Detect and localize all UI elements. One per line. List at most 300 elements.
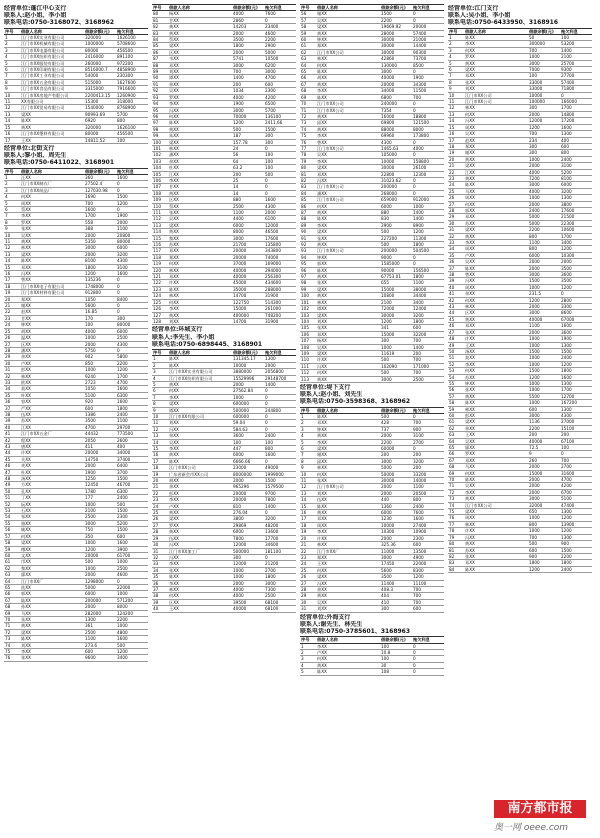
table-cell: 卢XX xyxy=(168,503,232,509)
table-cell: 梁XX xyxy=(316,229,380,235)
table-cell: 93 xyxy=(152,94,168,100)
table-cell: 48200 xyxy=(264,522,296,528)
table-cell: 0 xyxy=(412,261,444,267)
table-cell: 2200 xyxy=(528,425,560,431)
table-cell: 黄XX xyxy=(464,60,528,66)
table-cell: 100 xyxy=(84,322,116,328)
table-cell: 119 xyxy=(152,261,168,267)
table-cell: 马XX xyxy=(20,610,84,616)
table-cell: 17 xyxy=(300,516,316,522)
table-cell: 1100 xyxy=(116,418,148,424)
table-cell: 梁XX xyxy=(464,227,528,233)
table-cell: 0 xyxy=(116,187,148,193)
loan-table xyxy=(300,407,444,613)
table-cell: 500 xyxy=(232,126,264,132)
table-cell: 56 xyxy=(300,11,316,17)
table-cell: 74 xyxy=(300,126,316,132)
table-cell: 陈XX xyxy=(168,356,232,362)
table-cell: 江门市XX公司 xyxy=(316,107,380,113)
table-cell: 42860 xyxy=(380,56,412,62)
table-cell: 江门市XX公司 xyxy=(464,92,528,98)
table-cell: 261000 xyxy=(264,306,296,312)
table-cell: 黄XX xyxy=(316,81,380,87)
table-cell: 19 xyxy=(4,290,20,296)
table-cell: 苏XX xyxy=(168,242,232,248)
table-cell: 7 xyxy=(448,73,464,79)
table-cell: 石XX xyxy=(20,508,84,514)
table-cell: 汤XX xyxy=(464,348,528,354)
table-cell: 360 xyxy=(84,174,116,180)
table-cell: 江门市XX工业有限公司 xyxy=(20,73,84,79)
table-cell: 500 xyxy=(116,501,148,507)
table-cell: 陈XX xyxy=(168,574,232,580)
table-cell: 64 xyxy=(232,158,264,164)
table-cell: 1200 xyxy=(84,546,116,552)
table-cell: 15 xyxy=(300,503,316,509)
table-cell: 曾XX xyxy=(20,277,84,283)
table-cell: 15000 xyxy=(380,286,412,292)
table-cell: 梁XX xyxy=(316,286,380,292)
table-cell: 李XX xyxy=(168,394,232,400)
table-cell: 62 xyxy=(4,565,20,571)
table-cell: 2400 xyxy=(116,411,148,417)
table-cell: 张XX xyxy=(316,235,380,241)
table-cell: 7800 xyxy=(264,497,296,503)
table-cell: 0 xyxy=(264,413,296,419)
table-cell: 748200 xyxy=(264,312,296,318)
table-cell: 4000 xyxy=(412,145,444,151)
table-cell: 106 xyxy=(300,331,316,337)
table-cell: 5350 xyxy=(84,239,116,245)
table-cell: 64 xyxy=(4,578,20,584)
table-cell: 1000 xyxy=(232,394,264,400)
table-cell: 1300 xyxy=(560,195,592,201)
table-cell: 江门市XX公司 xyxy=(316,197,380,203)
table-cell: 2000 xyxy=(528,329,560,335)
table-cell: 4000 xyxy=(84,328,116,334)
table-cell: 31 xyxy=(448,227,464,233)
table-cell: 43 xyxy=(448,304,464,310)
table-cell: 59 xyxy=(300,30,316,36)
table-cell: 90 xyxy=(300,229,316,235)
table-cell: 35 xyxy=(152,574,168,580)
table-cell: 52 xyxy=(4,501,20,507)
table-cell: 王XX xyxy=(464,342,528,348)
table-cell: 江门市XX机械有限公司 xyxy=(20,41,84,47)
table-cell: 14700 xyxy=(232,293,264,299)
table-cell: 3100 xyxy=(560,163,592,169)
table-cell: 冯XX xyxy=(464,118,528,124)
column-header: 借款余额(元) xyxy=(84,28,116,34)
column-header: 借款人名称 xyxy=(316,637,380,643)
table-cell: 李XX xyxy=(168,580,232,586)
table-cell: 1600 xyxy=(560,374,592,380)
table-cell: 2300 xyxy=(412,535,444,541)
table-cell: 2500 xyxy=(264,593,296,599)
table-cell: 31900 xyxy=(264,318,296,324)
table-cell: 1100 xyxy=(412,484,444,490)
table-cell: 17700 xyxy=(264,535,296,541)
table-cell: 刘XX xyxy=(464,86,528,92)
table-cell: 3000 xyxy=(264,580,296,586)
table-cell: 周XX xyxy=(464,515,528,521)
table-cell: 林XX xyxy=(168,145,232,151)
table-cell: 刘XX xyxy=(316,606,380,612)
table-cell: 30 xyxy=(448,220,464,226)
table-cell: 32200 xyxy=(412,331,444,337)
table-cell: 吴XX xyxy=(168,216,232,222)
table-cell: 3000 xyxy=(528,182,560,188)
table-cell: 54 xyxy=(448,374,464,380)
table-cell: 何XX xyxy=(316,471,380,477)
table-cell: 200 xyxy=(528,432,560,438)
table-cell: 1000 xyxy=(380,344,412,350)
table-cell: 3000 xyxy=(528,310,560,316)
table-cell: 吴XX xyxy=(464,259,528,265)
table-cell: 44 xyxy=(4,450,20,456)
table-cell: 57 xyxy=(300,17,316,23)
table-cell: 1 xyxy=(4,35,20,41)
table-cell: 3500 xyxy=(380,574,412,580)
table-cell: 55 xyxy=(448,380,464,386)
table-cell: 500 xyxy=(380,229,412,235)
table-cell: 1400 xyxy=(232,75,264,81)
table-cell: 63 xyxy=(300,56,316,62)
table-cell: 20 xyxy=(152,478,168,484)
table-cell: 严XX xyxy=(20,405,84,411)
table-cell: 曾XX xyxy=(464,272,528,278)
table-cell: 50000 xyxy=(380,471,412,477)
table-cell: 0 xyxy=(412,152,444,158)
section-contact: 联系人:黎小姐、周先生 xyxy=(4,152,67,160)
table-cell: 40000 xyxy=(232,606,264,612)
table-cell: 17600 xyxy=(264,235,296,241)
table-cell: 2000 xyxy=(84,604,116,610)
table-cell: 108 xyxy=(300,344,316,350)
table-cell: 13500 xyxy=(412,548,444,554)
table-cell: 罗XX xyxy=(464,451,528,457)
table-cell: 0 xyxy=(116,309,148,315)
table-cell: 陈XX xyxy=(464,400,528,406)
table-cell: 1585000 xyxy=(380,261,412,267)
table-cell: 黄XX xyxy=(168,381,232,387)
table-cell: 19 xyxy=(300,529,316,535)
table-cell: 800 xyxy=(412,497,444,503)
table-cell: 1386 xyxy=(84,411,116,417)
table-cell: 江门市XX实业有限公司 xyxy=(20,35,84,41)
table-cell: 27400 xyxy=(412,522,444,528)
table-cell: 17 xyxy=(4,137,20,143)
table-cell: 50 xyxy=(528,35,560,41)
section-unit: 经营单位:蓬江中心支行 xyxy=(4,5,67,12)
table-cell: 7916600 xyxy=(116,86,148,92)
table-cell: 江门市XX公司 xyxy=(316,49,380,55)
table-cell: 14000 xyxy=(412,478,444,484)
table-cell: 2500 xyxy=(116,565,148,571)
section-phone: 联系电话:0750-6898445、3168901 xyxy=(152,340,263,348)
table-cell: 14 xyxy=(4,258,20,264)
table-cell: 1050 xyxy=(84,386,116,392)
table-cell: 4900 xyxy=(412,554,444,560)
table-cell: 冯XX xyxy=(168,554,232,560)
column-header: 借款人名称 xyxy=(20,168,84,174)
table-cell: 梁XX xyxy=(20,111,84,117)
table-cell: 23000 xyxy=(232,465,264,471)
table-cell: 邓XX xyxy=(464,323,528,329)
table-cell: 李XX xyxy=(168,306,232,312)
table-cell: 22000 xyxy=(116,584,148,590)
table-cell: 1200 xyxy=(560,246,592,252)
table-cell: 12000 xyxy=(232,561,264,567)
table-cell: 58 xyxy=(4,540,20,546)
table-cell: 邓XX xyxy=(316,516,380,522)
table-cell: 1600 xyxy=(560,124,592,130)
table-cell: 67 xyxy=(300,81,316,87)
table-cell: 10000 xyxy=(232,362,264,368)
table-cell: 冯XX xyxy=(464,534,528,540)
table-cell: 447 xyxy=(232,446,264,452)
table-cell: 200000 xyxy=(380,248,412,254)
table-cell: 黄XX xyxy=(316,662,380,668)
table-cell: 3600 xyxy=(560,272,592,278)
table-cell: 105 xyxy=(152,171,168,177)
table-cell: 40 xyxy=(152,606,168,612)
table-cell: 6000 xyxy=(380,510,412,516)
table-cell: 300 xyxy=(232,554,264,560)
table-cell: 49 xyxy=(4,482,20,488)
table-cell: 27000 xyxy=(560,419,592,425)
table-cell: 200 xyxy=(412,452,444,458)
table-cell: 甘XX xyxy=(168,184,232,190)
table-cell: 900 xyxy=(560,541,592,547)
table-cell: 2000 xyxy=(528,259,560,265)
table-cell: 1000 xyxy=(232,574,264,580)
table-cell: 李XX xyxy=(168,561,232,567)
table-cell: 86 xyxy=(300,203,316,209)
table-cell: 6 xyxy=(4,206,20,212)
table-cell: 2 xyxy=(152,362,168,368)
table-cell: 26100 xyxy=(412,165,444,171)
table-cell: 124 xyxy=(152,293,168,299)
table-cell: 111 xyxy=(152,210,168,216)
table-cell: 300 xyxy=(528,150,560,156)
table-cell: 1900 xyxy=(232,101,264,107)
table-cell: 0 xyxy=(264,420,296,426)
table-cell: 3 xyxy=(448,47,464,53)
table-cell: 82 xyxy=(152,24,168,30)
table-cell: 10300 xyxy=(380,529,412,535)
table-cell: 20000 xyxy=(84,552,116,558)
table-cell: 300 xyxy=(528,143,560,149)
table-cell: 3200 xyxy=(264,516,296,522)
table-cell: 10000 xyxy=(380,158,412,164)
table-cell: 10 xyxy=(448,92,464,98)
table-cell: 12700 xyxy=(560,393,592,399)
table-cell: 胡XX xyxy=(316,75,380,81)
table-cell: 5 xyxy=(448,60,464,66)
table-cell: 0 xyxy=(264,184,296,190)
table-cell: 3000 xyxy=(232,107,264,113)
table-cell: 林XX xyxy=(168,293,232,299)
table-cell: 8000000 xyxy=(232,471,264,477)
table-cell: 273.6 xyxy=(84,642,116,648)
table-cell: 1600 xyxy=(116,174,148,180)
table-cell: 4600 xyxy=(116,572,148,578)
table-cell: 1000 xyxy=(84,335,116,341)
table-cell: 4000 xyxy=(232,11,264,17)
table-cell: 404 xyxy=(380,593,412,599)
table-cell: 100 xyxy=(232,439,264,445)
table-cell: 7600 xyxy=(412,510,444,516)
table-cell: 56 xyxy=(4,527,20,533)
table-cell: 10 xyxy=(4,232,20,238)
table-cell: 22300 xyxy=(560,220,592,226)
table-cell: 71800 xyxy=(560,86,592,92)
table-cell: 11 xyxy=(152,420,168,426)
table-cell: 71 xyxy=(4,623,20,629)
table-cell: 22 xyxy=(300,548,316,554)
table-cell: 马XX xyxy=(464,188,528,194)
table-cell: 100 xyxy=(264,158,296,164)
table-cell: 107 xyxy=(152,184,168,190)
table-cell: 苏XX xyxy=(464,374,528,380)
table-cell: 黄XX xyxy=(316,376,380,382)
table-cell: 0 xyxy=(264,145,296,151)
table-cell: 黄XX xyxy=(168,126,232,132)
table-cell: 33 xyxy=(448,240,464,246)
table-cell: 冯XX xyxy=(168,107,232,113)
table-cell: 40000 xyxy=(528,316,560,322)
table-cell: 600 xyxy=(84,405,116,411)
table-cell: 20000 xyxy=(232,248,264,254)
table-cell: 37 xyxy=(448,265,464,271)
column-header: 拖欠利息 xyxy=(412,407,444,413)
table-cell: 0 xyxy=(412,69,444,75)
table-cell: 15000 xyxy=(528,470,560,476)
table-cell: 3200 xyxy=(560,188,592,194)
table-cell: 830 xyxy=(380,216,412,222)
table-cell: 515000 xyxy=(84,79,116,85)
table-cell: 500 xyxy=(380,357,412,363)
table-cell: 121 xyxy=(152,274,168,280)
table-cell: 20 xyxy=(4,296,20,302)
table-cell: 2 xyxy=(300,420,316,426)
table-cell: 68 xyxy=(300,88,316,94)
table-cell: 陈XX xyxy=(20,636,84,642)
table-cell: 1700 xyxy=(560,105,592,111)
table-cell: 林XX xyxy=(464,521,528,527)
table-cell: 880 xyxy=(232,197,264,203)
table-cell: 600000 xyxy=(232,401,264,407)
table-cell: 29148700 xyxy=(264,375,296,381)
table-cell: 冯XX xyxy=(168,426,232,432)
table-cell: 29 xyxy=(4,354,20,360)
table-cell: 810 xyxy=(232,503,264,509)
table-cell: 郑XX xyxy=(316,43,380,49)
table-cell: 47 xyxy=(448,329,464,335)
table-cell: 2000 xyxy=(528,477,560,483)
table-cell: 19 xyxy=(152,471,168,477)
table-cell: 12450 xyxy=(84,482,116,488)
table-cell: 潘XX xyxy=(168,152,232,158)
table-cell: 282000 xyxy=(84,610,116,616)
table-cell: 99 xyxy=(152,133,168,139)
table-cell: 邓XX xyxy=(20,264,84,270)
table-cell: 朱XX xyxy=(20,616,84,622)
table-cell: 3880000 xyxy=(232,369,264,375)
table-cell: 5100 xyxy=(560,496,592,502)
table-cell: 60 xyxy=(448,412,464,418)
table-cell: 410 xyxy=(380,599,412,605)
table-cell: 区XX xyxy=(464,310,528,316)
table-cell: 7000 xyxy=(528,67,560,73)
table-cell: 何XX xyxy=(316,370,380,376)
table-cell: 4000 xyxy=(528,169,560,175)
table-cell: 0 xyxy=(412,11,444,17)
table-cell: 2000 xyxy=(232,381,264,387)
table-cell: 11400 xyxy=(380,580,412,586)
table-cell: 刘XX xyxy=(20,642,84,648)
table-cell: 65 xyxy=(448,445,464,451)
table-cell: 钟XX xyxy=(464,380,528,386)
table-cell: 甘XX xyxy=(20,315,84,321)
table-cell: 64 xyxy=(300,62,316,68)
table-cell: 谭XX xyxy=(168,407,232,413)
table-cell: 12400 xyxy=(412,306,444,312)
table-cell: 1100 xyxy=(528,323,560,329)
table-cell: 341 xyxy=(380,325,412,331)
table-cell: 汤XX xyxy=(20,476,84,482)
section-header xyxy=(300,614,444,636)
table-cell: 91 xyxy=(152,81,168,87)
table-cell: 40000 xyxy=(528,438,560,444)
table-cell: 114 xyxy=(152,229,168,235)
column-4 xyxy=(448,4,592,573)
table-cell: 李XX xyxy=(316,158,380,164)
table-cell: 何XX xyxy=(464,470,528,476)
table-cell: 1800 xyxy=(116,405,148,411)
table-cell: 谢XX xyxy=(316,452,380,458)
table-cell: 唐XX xyxy=(20,444,84,450)
table-cell: 100 xyxy=(152,139,168,145)
table-cell: 李XX xyxy=(464,489,528,495)
table-cell: 冯XX xyxy=(20,271,84,277)
table-cell: 76 xyxy=(4,655,20,661)
table-cell: 23 xyxy=(4,315,20,321)
table-cell: 3300 xyxy=(560,304,592,310)
table-cell: 1034 xyxy=(232,88,264,94)
table-cell: 吴XX xyxy=(168,88,232,94)
table-cell: 江门市XX加工厂 xyxy=(168,548,232,554)
table-cell: 李XX xyxy=(168,497,232,503)
table-cell: 6000 xyxy=(116,245,148,251)
column-header: 借款人名称 xyxy=(168,349,232,355)
table-cell: 63.2 xyxy=(232,165,264,171)
table-cell: 700 xyxy=(412,593,444,599)
column-header: 拖欠利息 xyxy=(412,637,444,643)
table-cell: 1400 xyxy=(264,503,296,509)
table-cell: 冯XX xyxy=(168,542,232,548)
table-cell: 13 xyxy=(152,433,168,439)
table-cell: 梁XX xyxy=(168,43,232,49)
table-cell: 170 xyxy=(84,315,116,321)
table-cell: 128 xyxy=(152,318,168,324)
table-cell: 22800 xyxy=(380,171,412,177)
table-cell: 67100 xyxy=(560,438,592,444)
table-cell: 刘XX xyxy=(168,420,232,426)
table-cell: 苏XX xyxy=(464,547,528,553)
table-cell: 5200 xyxy=(560,169,592,175)
